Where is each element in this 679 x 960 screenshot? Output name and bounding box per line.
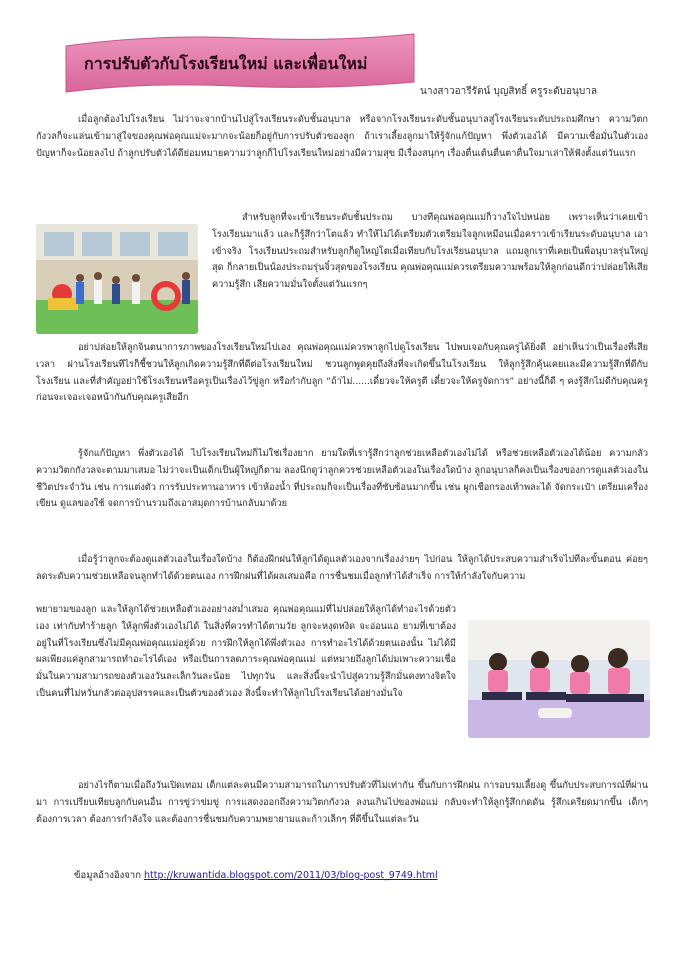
reference-label: ข้อมูลอ้างอิงจาก	[74, 870, 141, 881]
kindergarten-playground-photo	[36, 224, 198, 334]
reference-line	[74, 868, 438, 883]
paragraph-1: เมื่อลูกต้องไปโรงเรียน ไม่ว่าจะจากบ้านไปสู่โรงเรียนระดับชั้นอนุบาล หรือจากโรงเรียนระดับชั้นอนุบาลสู่โรงเรียนระดับประถมศึกษา ความวิตกกังวลก็จะแล่นเข้ามาสู่ใจของคุณพ่อคุณแม่จะมากจะน้อยก็อยู่กับการปรับตัวของลูก ถ้าเราเลี้ยงลูกมาให้รู้จักแก้ปัญหา พึ่งตัวเองได้ มีความเชื่อมั่นในตัวเอง ปัญหาก็จะน้อยลงไป ถ้าลูกปรับตัวได้ดีย่อมหมายความว่าลูกก็ไปโรงเรียนใหม่อย่างมีความสุข มีเรื่องสนุกๆ เรื่องตื่นเต้นตื่นตาตื่นใจมาเล่าให้ฟังตั้งแต่วันแรก	[36, 114, 648, 159]
page-title: การปรับตัวกับโรงเรียนใหม่ และเพื่อนใหม่	[84, 54, 368, 73]
children-stretching-photo	[468, 620, 650, 738]
paragraph-5-top: เมื่อรู้ว่าลูกจะต้องดูแลตัวเองในเรื่องใดบ้าง ก็ต้องฝึกฝนให้ลูกได้ดูแลตัวเองจากเรื่องง่ายๆ ไปก่อน ให้ลูกได้ประสบความสำเร็จไปทีละขั้นตอน ค่อยๆ ลดระดับความช่วยเหลือจนลูกทำได้ด้วยตนเอง การฝึกฝนที่ได้ผลเสมอคือ การชื่นชมเมื่อลูกทำได้สำเร็จ การให้กำลังใจกับความ	[36, 554, 648, 582]
reference-link[interactable]: http://kruwantida.blogspot.com/2011/03/blog-post_9749.html	[144, 870, 438, 881]
title-banner	[64, 32, 416, 94]
paragraph-2: สำหรับลูกที่จะเข้าเรียนระดับชั้นประถม บางทีคุณพ่อคุณแม่ก็วางใจไปหน่อย เพราะเห็นว่าเคยเข้าโรงเรียนมาแล้ว และก็รู้สึกว่าโตแล้ว ทำให้ไม่ได้เตรียมตัวเตรียมใจลูกเหมือนเมื่อคราวเข้าเรียนระดับอนุบาล เอาเข้าจริง โรงเรียนประถมสำหรับลูกก็ดูใหญ่โตเมื่อเทียบกับโรงเรียนอนุบาล แถมลูกเราที่เคยเป็นพี่อนุบาลรุ่นใหญ่สุด ก็กลายเป็นน้องประถมรุ่นจิ๋วสุดของโรงเรียน คุณพ่อคุณแม่ควรเตรียมความพร้อมให้ลูกก่อนดีกว่าปล่อยให้เสียความรู้สึก เสียความมั่นใจตั้งแต่วันแรกๆ	[212, 212, 648, 291]
paragraph-6: อย่างไรก็ตามเมื่อถึงวันเปิดเทอม เด็กแต่ละคนมีความสามารถในการปรับตัวที่ไม่เท่ากัน ขึ้นกับการฝึกฝน การอบรมเลี้ยงดู ขึ้นกับประสบการณ์ที่ผ่านมา การเปรียบเทียบลูกกับคนอื่น การขู่ว่าข่มขู่ การแสดงออกถึงความวิตกกังวล ลงนเกินไปของพ่อแม่ กลับจะทำให้ลูกรู้สึกกดดัน รู้สึกเครียดมากขึ้น เด็กๆ ต้องการเวลา ต้องการกำลังใจ และต้องการชื่นชมกับความพยายามและก้าวเล็กๆ ที่ดีขึ้นในแต่ละวัน	[36, 780, 648, 825]
paragraph-3: อย่าปล่อยให้ลูกจินตนาการภาพของโรงเรียนใหม่ไปเอง คุณพ่อคุณแม่ควรพาลูกไปดูโรงเรียน ไปพบเจอกับคุณครูได้ยิ่งดี อย่าเห็นว่าเป็นเรื่องที่เสียเวลา ผ่านโรงเรียนทีไรก็ชี้ชวนให้ลูกเกิดความรู้สึกที่ดีต่อโรงเรียนใหม่ ชวนลูกพูดคุยถึงสิ่งที่จะเกิดขึ้นในโรงเรียน ให้ลูกรู้สึกคุ้นเคยและมีความรู้สึกที่ดีกับโรงเรียน และที่สำคัญอย่าใช้โรงเรียนหรือครูเป็นเรื่องไว้ขู่ลูก หรือกำกับลูก “ถ้าไม่......เดี๋ยวจะให้ครูตี เดี๋ยวจะให้ครูจัดการ” อย่างนี้ก็ดี ๆ คงรู้สึกไม่ดีกับคุณครูก่อนจะเจอะเจอหน้ากันกับคุณครูเสียอีก	[36, 342, 648, 404]
paragraph-4: รู้จักแก้ปัญหา พึ่งตัวเองได้ ไปโรงเรียนใหม่ก็ไม่ใช่เรื่องยาก ยามใดที่เรารู้สึกว่าลูกช่วยเหลือตัวเองไม่ได้ หรือช่วยเหลือตัวเองได้น้อย ความกลัว ความวิตกกังวลจะตามมาเสมอ ไม่ว่าจะเป็นเด็กเป็นผู้ใหญ่ก็ตาม ลองนึกดูว่าลูกควรช่วยเหลือตัวเองในเรื่องใดบ้าง ลูกอนุบาลก็คงเป็นเรื่องของการดูแลตัวเองในชีวิตประจำวัน เช่น การแต่งตัว การรับประทานอาหาร เข้าห้องน้ำ ที่ประถมก็จะเป็นเรื่องที่ซับซ้อนมากขึ้น เช่น ผูกเชือกรองเท้าพละได้ จัดกระเป๋า เตรียมเครื่องเขียน ดูแลของใช้ จดการบ้านรวมถึงเอาสมุดการบ้านกลับมาด้วย	[36, 448, 648, 510]
author-line: นางสาวอารีรัตน์ บุญสิทธิ์ ครูระดับอนุบาล	[420, 86, 597, 97]
paragraph-5-body: พยายามของลูก และให้ลูกได้ช่วยเหลือตัวเองอย่างสม่ำเสมอ คุณพ่อคุณแม่ที่ไม่ปล่อยให้ลูกได้ทำอะไรด้วยตัวเอง เท่ากับทำร้ายลูก ให้ลูกพึ่งตัวเองไม่ได้ ในสิ่งที่ควรทำได้ตามวัย ลูกจะหงุดหงิด จะอ่อนแอ ยามที่เขาต้องอยู่ในที่โรงเรียนซึ่งไม่มีคุณพ่อคุณแม่อยู่ด้วย การฝึกให้ลูกได้พึ่งตัวเอง การทำอะไรได้ด้วยตนเองนั้น ไม่ได้มีผลเพียงแค่ลูกสามารถทำอะไรได้เอง หรือเป็นการลดภาระคุณพ่อคุณแม่ แต่หมายถึงลูกได้บ่มเพาะความเชื่อมั่นในความสามารถของตัวเองวันละเล็กวันละน้อย ไปทุกวัน และสิ่งนี้จะนำไปสู่ความรู้สึกมั่นคงทางจิตใจ เป็นคนที่ไม่หวั่นกลัวต่ออุปสรรคและเป็นตัวของตัวเอง สิ่งนี้จะทำให้ลูกไปโรงเรียนได้อย่างมั่นใจ	[36, 604, 456, 699]
